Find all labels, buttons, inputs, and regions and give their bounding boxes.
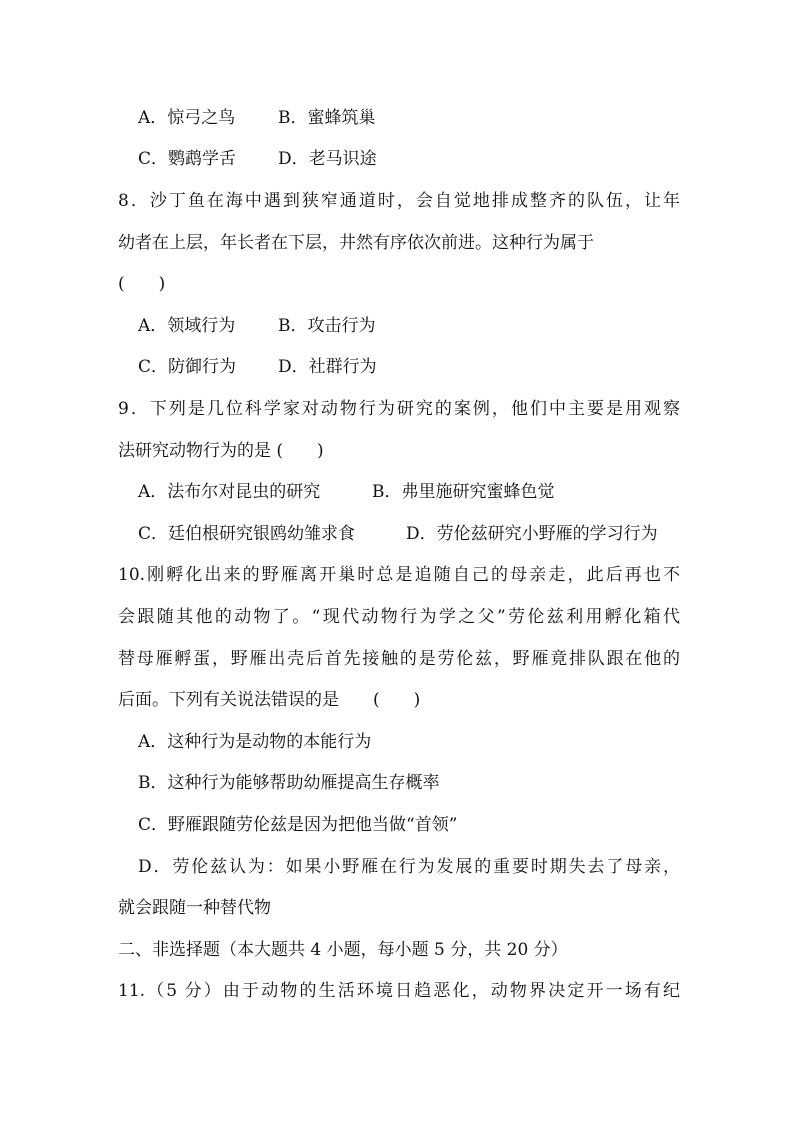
q11-stem-text-1: 11.（5 分）由于动物的生活环境日趋恶化，动物界决定开一场有纪 bbox=[118, 981, 680, 1001]
q8-options-row-2 bbox=[0, 352, 794, 382]
q9-options-row-2 bbox=[0, 519, 794, 549]
q7-options-row-2 bbox=[0, 144, 794, 174]
q9-stem-line-1 bbox=[0, 394, 794, 424]
q10-stem-line-2 bbox=[0, 602, 794, 632]
q9-stem-text-2: 法研究动物行为的是 ( ) bbox=[118, 441, 324, 461]
q8-stem-line-2 bbox=[0, 228, 794, 258]
q10-option-d-line-1 bbox=[0, 852, 794, 882]
section-2-heading: 二、非选择题（本大题共 4 小题，每小题 5 分，共 20 分） bbox=[118, 940, 568, 960]
q8-stem-text-1: 8．沙丁鱼在海中遇到狭窄通道时，会自觉地排成整齐的队伍，让年 bbox=[118, 191, 680, 211]
q10-stem-line-4 bbox=[0, 685, 794, 715]
q11-stem-line-1 bbox=[0, 976, 794, 1006]
q8-option-c: C．防御行为 bbox=[138, 357, 237, 377]
q10-option-c-line bbox=[0, 810, 794, 840]
q7-option-a: A．惊弓之鸟 bbox=[138, 108, 236, 128]
q7-option-d: D．老马识途 bbox=[278, 149, 377, 169]
q8-option-b: B．攻击行为 bbox=[278, 316, 376, 336]
q9-stem-line-2 bbox=[0, 436, 794, 466]
q8-stem-line-1 bbox=[0, 186, 794, 216]
q9-option-b: B．弗里施研究蜜蜂色觉 bbox=[372, 482, 555, 502]
q10-option-b-line bbox=[0, 768, 794, 798]
q10-option-d-continued: 就会跟随一种替代物 bbox=[118, 898, 271, 918]
q9-stem-text-1: 9．下列是几位科学家对动物行为研究的案例，他们中主要是用观察 bbox=[118, 399, 680, 419]
q9-option-c: C．廷伯根研究银鸥幼雏求食 bbox=[138, 524, 356, 544]
q9-option-d: D．劳伦兹研究小野雁的学习行为 bbox=[406, 524, 658, 544]
q10-option-d-line-2 bbox=[0, 893, 794, 923]
q10-stem-text-2: 会跟随其他的动物了。“现代动物行为学之父”劳伦兹利用孵化箱代 bbox=[118, 607, 680, 627]
q7-option-b: B．蜜蜂筑巢 bbox=[278, 108, 376, 128]
q8-stem-line-3 bbox=[0, 269, 794, 299]
q7-option-c: C．鹦鹉学舌 bbox=[138, 149, 237, 169]
section-2-heading-line bbox=[0, 935, 794, 965]
q8-option-d: D．社群行为 bbox=[278, 357, 377, 377]
q10-option-a-line bbox=[0, 727, 794, 757]
q9-options-row-1 bbox=[0, 477, 794, 507]
q10-stem-line-1 bbox=[0, 560, 794, 590]
q8-option-a: A．领域行为 bbox=[138, 316, 236, 336]
q8-options-row-1 bbox=[0, 311, 794, 341]
q10-option-b: B．这种行为能够帮助幼雁提高生存概率 bbox=[138, 773, 440, 793]
q10-option-c: C．野雁跟随劳伦兹是因为把他当做“首领” bbox=[138, 815, 458, 835]
q10-stem-line-3 bbox=[0, 644, 794, 674]
q10-option-d: D．劳伦兹认为：如果小野雁在行为发展的重要时期失去了母亲， bbox=[138, 857, 680, 877]
q8-stem-text-2: 幼者在上层，年长者在下层，井然有序依次前进。这种行为属于 bbox=[118, 233, 594, 253]
q8-stem-text-3: ( ) bbox=[118, 274, 166, 294]
q10-option-a: A．这种行为是动物的本能行为 bbox=[138, 732, 372, 752]
q10-stem-text-1: 10.刚孵化出来的野雁离开巢时总是追随自己的母亲走，此后再也不 bbox=[118, 565, 680, 585]
q7-options-row-1 bbox=[0, 103, 794, 133]
q10-stem-text-3: 替母雁孵蛋，野雁出壳后首先接触的是劳伦兹，野雁竟排队跟在他的 bbox=[118, 649, 680, 669]
q9-option-a: A．法布尔对昆虫的研究 bbox=[138, 482, 321, 502]
q10-stem-text-4: 后面。下列有关说法错误的是 ( ) bbox=[118, 690, 421, 710]
